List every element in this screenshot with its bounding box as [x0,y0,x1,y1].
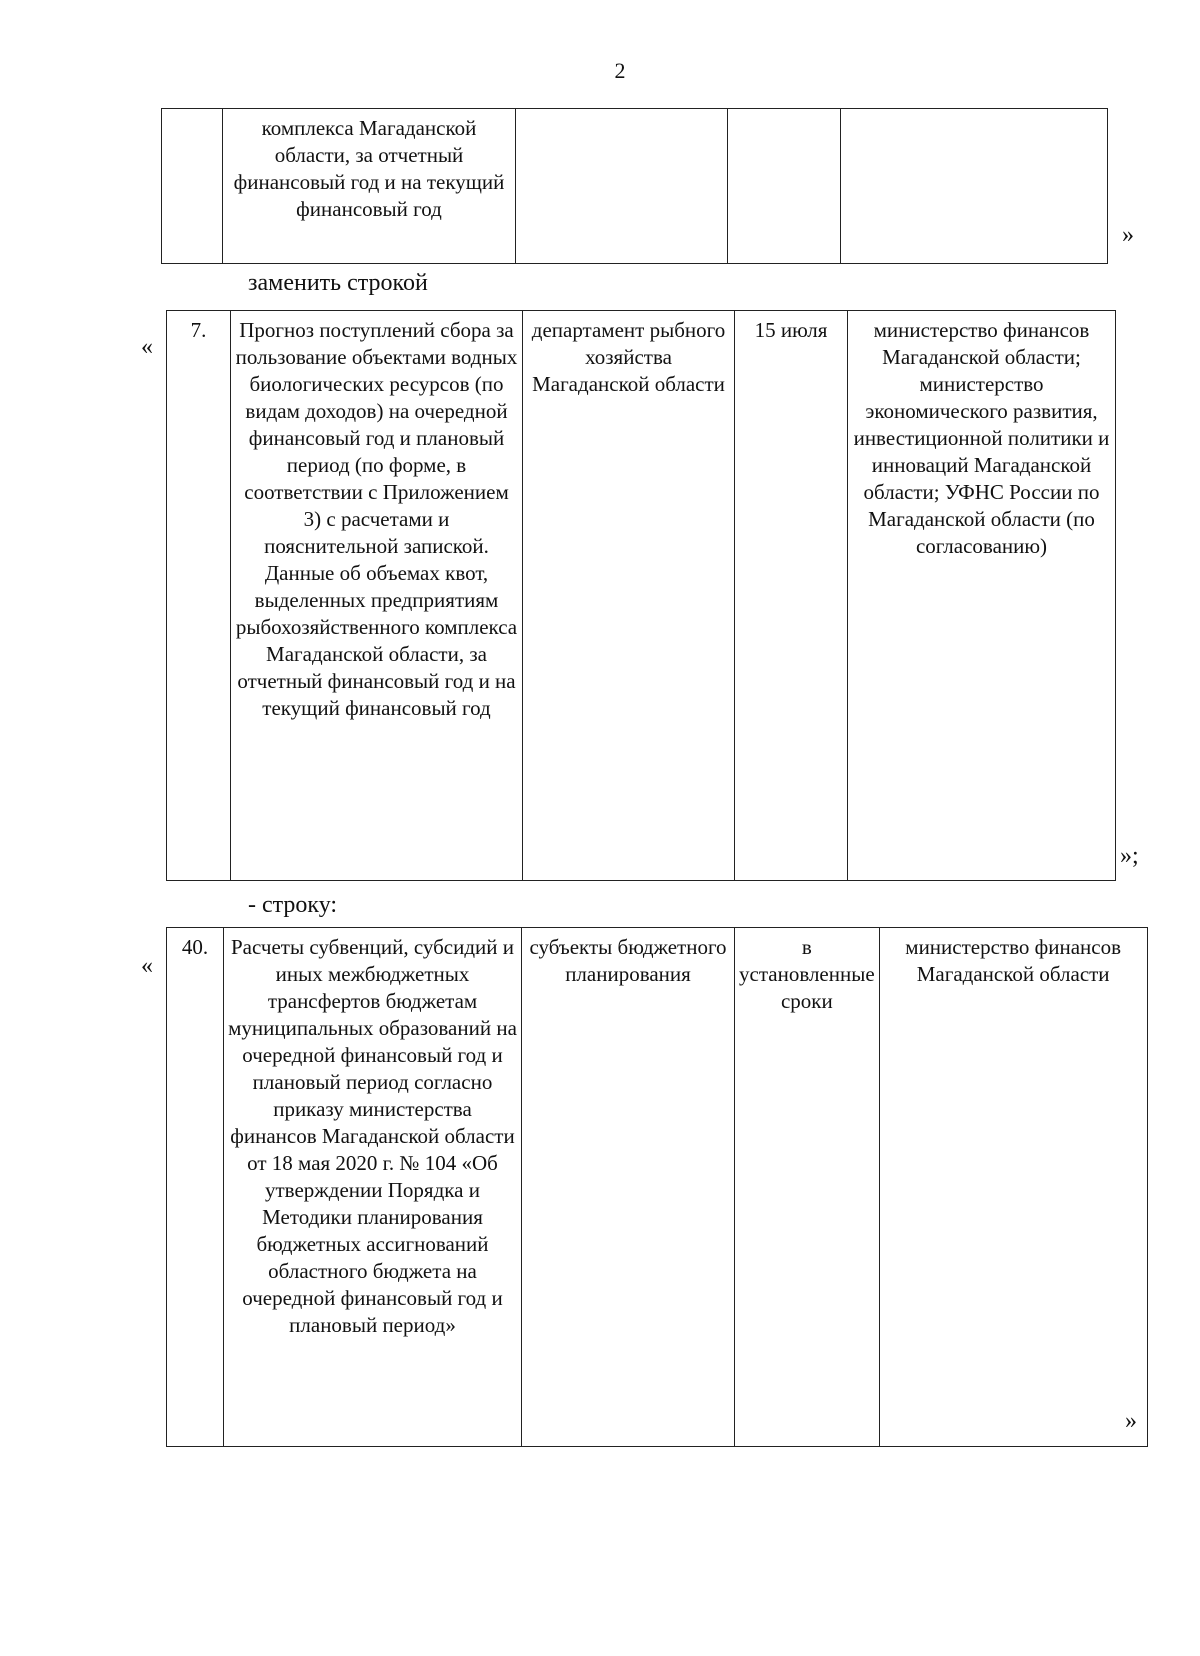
closing-quote: » [1122,222,1134,248]
opening-quote: « [141,953,153,979]
row-recipient: министерство финансов Магаданской области; министерство экономического развития, инвестиционной политики и инноваций Магаданской области; УФНС России по Магаданской области (по согласованию) [848,311,1116,881]
row-deadline: в установленные сроки [735,928,880,1447]
closing-quote: » [1125,1408,1137,1434]
cell-number [162,109,223,264]
table-fragment [161,108,1108,264]
row-recipient: министерство финансов Магаданской области [879,928,1147,1447]
row-description: Прогноз поступлений сбора за пользование объектами водных биологических ресурсов (по видам доходов) на очередной финансовый год и плановый период (по форме, в соответствии с Приложением 3) с расчетами и пояснительной запиской. Данные об объемах квот, выделенных предприятиям рыбохозяйственного комплекса Магаданской области, за отчетный финансовый год и на текущий финансовый год [231,311,523,881]
table-row-40 [166,927,1148,1447]
replace-instruction: заменить строкой [248,270,428,296]
row-number: 40. [167,928,224,1447]
cell-responsible [516,109,728,264]
cell-description: комплекса Магаданской области, за отчетный финансовый год и на текущий финансовый год [223,109,516,264]
cell-deadline [728,109,841,264]
row-number: 7. [167,311,231,881]
cell-recipient [841,109,1108,264]
table-row-7 [166,310,1116,881]
closing-quote: »; [1120,843,1139,869]
row-instruction: - строку: [248,892,338,918]
opening-quote: « [141,334,153,360]
row-responsible: департамент рыбного хозяйства Магаданской области [523,311,735,881]
table-row [162,109,1108,264]
table-row [167,311,1116,881]
row-description: Расчеты субвенций, субсидий и иных межбюджетных трансфертов бюджетам муниципальных образований на очередной финансовый год и плановый период согласно приказу министерства финансов Магаданской области от 18 мая 2020 г. № 104 «Об утверждении Порядка и Методики планирования бюджетных ассигнований областного бюджета на очередной финансовый год и плановый период» [224,928,522,1447]
page-number: 2 [614,58,626,83]
row-deadline: 15 июля [735,311,848,881]
table-row [167,928,1148,1447]
row-responsible: субъекты бюджетного планирования [522,928,735,1447]
